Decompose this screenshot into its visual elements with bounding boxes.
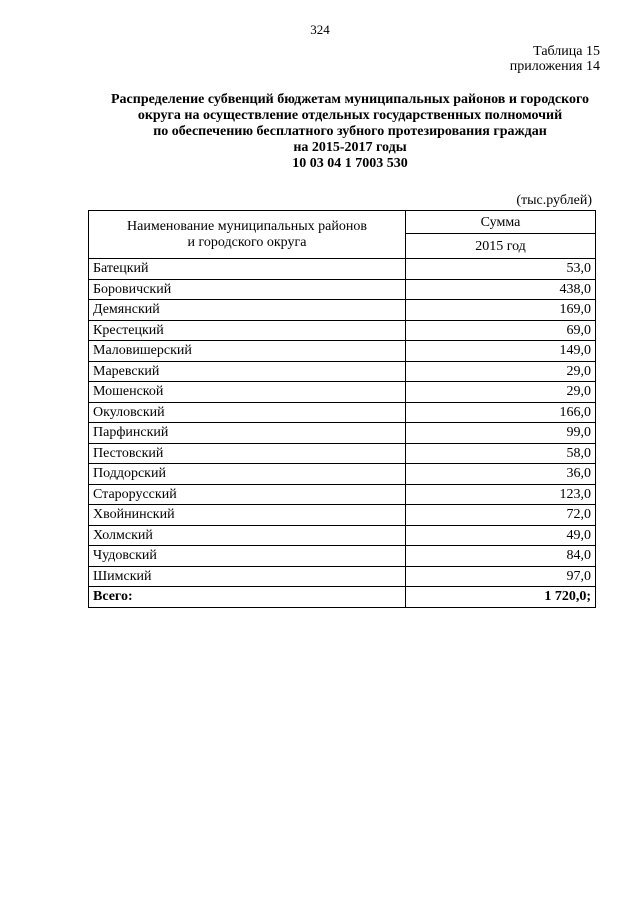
district-amount: 29,0	[406, 382, 596, 403]
table-row	[89, 566, 596, 587]
district-name: Окуловский	[89, 402, 406, 423]
district-name: Шимский	[89, 566, 406, 587]
total-value: 1 720,0;	[406, 587, 596, 608]
district-name: Боровичский	[89, 279, 406, 300]
district-amount: 438,0	[406, 279, 596, 300]
table-row	[89, 320, 596, 341]
district-name: Парфинский	[89, 423, 406, 444]
title-line-1: Распределение субвенций бюджетам муниципальных районов и городского	[110, 92, 589, 107]
table-row	[89, 279, 596, 300]
district-name: Маловишерский	[89, 341, 406, 362]
table-reference	[510, 44, 600, 74]
district-amount: 123,0	[406, 484, 596, 505]
table-row	[89, 484, 596, 505]
table-row	[89, 402, 596, 423]
header-year: 2015 год	[406, 234, 596, 259]
table-row	[89, 423, 596, 444]
district-amount: 166,0	[406, 402, 596, 423]
table-body	[89, 259, 596, 587]
district-name: Поддорский	[89, 464, 406, 485]
units-label: (тыс.рублей)	[516, 193, 592, 208]
table-row	[89, 464, 596, 485]
district-amount: 53,0	[406, 259, 596, 280]
district-amount: 72,0	[406, 505, 596, 526]
table-number: Таблица 15	[533, 44, 600, 59]
page-number: 324	[310, 22, 330, 37]
header-name-line-1: Наименование муниципальных районов	[127, 218, 367, 234]
table-row	[89, 382, 596, 403]
header-name	[89, 211, 406, 259]
header-sum: Сумма	[406, 211, 596, 234]
district-amount: 84,0	[406, 546, 596, 567]
district-amount: 97,0	[406, 566, 596, 587]
district-amount: 169,0	[406, 300, 596, 321]
table-row	[89, 546, 596, 567]
table-row	[89, 443, 596, 464]
district-amount: 49,0	[406, 525, 596, 546]
district-amount: 149,0	[406, 341, 596, 362]
district-name: Мошенской	[89, 382, 406, 403]
district-name: Крестецкий	[89, 320, 406, 341]
budget-code: 10 03 04 1 7003 530	[292, 156, 408, 171]
district-name: Демянский	[89, 300, 406, 321]
table-row	[89, 505, 596, 526]
table-row	[89, 300, 596, 321]
title-line-3: по обеспечению бесплатного зубного протезирования граждан	[153, 124, 547, 139]
district-name: Маревский	[89, 361, 406, 382]
district-name: Холмский	[89, 525, 406, 546]
document-title	[60, 92, 640, 172]
district-amount: 58,0	[406, 443, 596, 464]
title-line-2: округа на осуществление отдельных государственных полномочий	[137, 108, 563, 123]
district-name: Хвойнинский	[89, 505, 406, 526]
district-amount: 29,0	[406, 361, 596, 382]
district-amount: 69,0	[406, 320, 596, 341]
distribution-table	[88, 210, 596, 608]
total-row	[89, 587, 596, 608]
district-amount: 36,0	[406, 464, 596, 485]
district-name: Батецкий	[89, 259, 406, 280]
header-name-line-2: и городского округа	[187, 234, 307, 250]
district-name: Пестовский	[89, 443, 406, 464]
district-name: Чудовский	[89, 546, 406, 567]
district-name: Старорусский	[89, 484, 406, 505]
appendix-number: приложения 14	[509, 59, 600, 74]
table-row	[89, 259, 596, 280]
title-line-4: на 2015-2017 годы	[293, 140, 407, 155]
table-row	[89, 361, 596, 382]
district-amount: 99,0	[406, 423, 596, 444]
table-row	[89, 341, 596, 362]
table-row	[89, 525, 596, 546]
total-label: Всего:	[89, 587, 406, 608]
